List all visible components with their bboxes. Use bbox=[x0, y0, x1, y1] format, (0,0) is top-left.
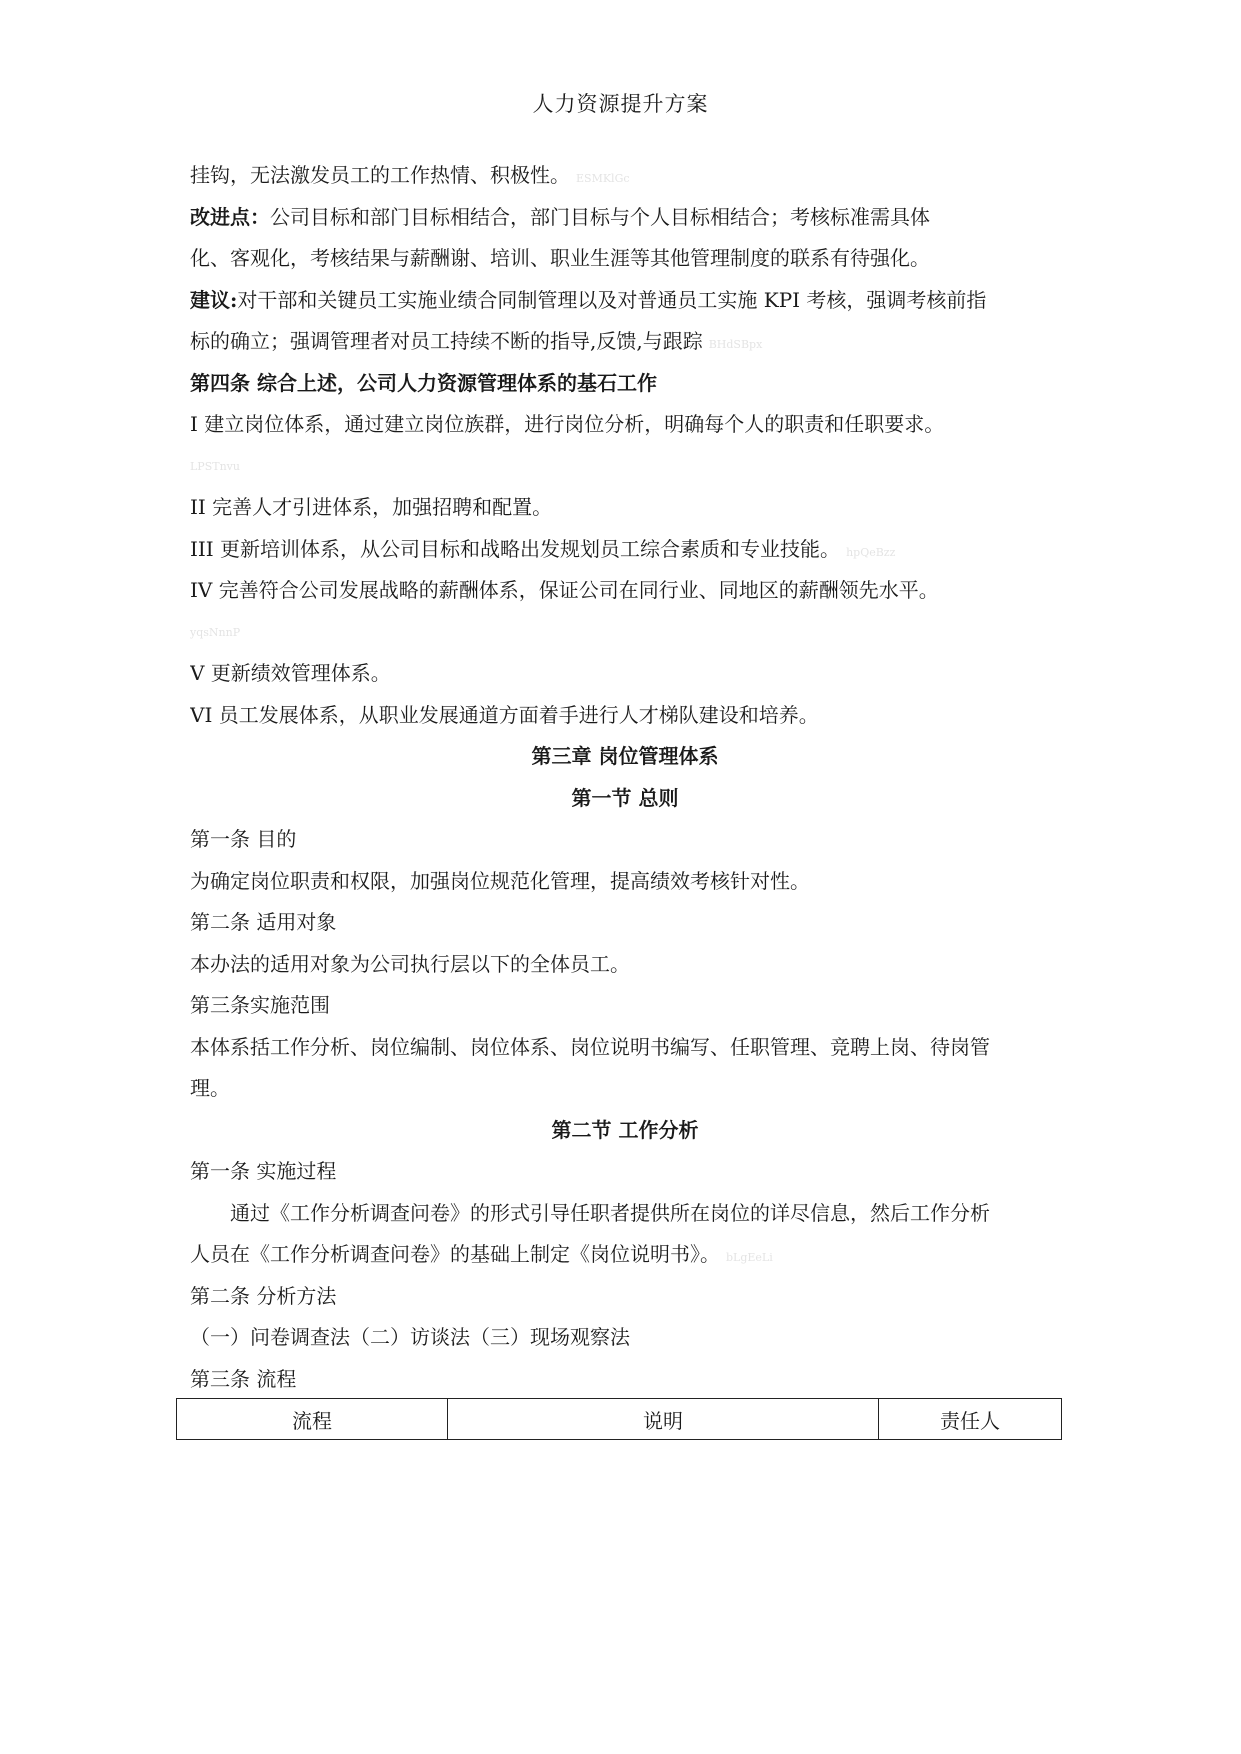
watermark-code: LPSTnvu bbox=[190, 459, 240, 473]
paragraph-line bbox=[190, 197, 1060, 239]
paragraph-line: 为确定岗位职责和权限，加强岗位规范化管理，提高绩效考核针对性。 bbox=[190, 868, 810, 893]
article-title: 第三条 流程 bbox=[190, 1366, 297, 1391]
page-header-title: 人力资源提升方案 bbox=[532, 92, 709, 116]
paragraph-line: 本体系括工作分析、岗位编制、岗位体系、岗位说明书编写、任职管理、竞聘上岗、待岗管 bbox=[190, 1034, 990, 1059]
text: 公司目标和部门目标相结合，部门目标与个人目标相结合；考核标准需具体 bbox=[270, 204, 930, 229]
text: 人员在《工作分析调查问卷》的基础上制定《岗位说明书》。 bbox=[190, 1242, 720, 1266]
table-header-row bbox=[177, 1399, 1062, 1440]
article-title: 第一条 实施过程 bbox=[190, 1159, 337, 1183]
text: 对干部和关键员工实施业绩合同制管理以及对普通员工实施 KPI 考核，强调考核前指 bbox=[237, 287, 987, 312]
article-title: 第二条 适用对象 bbox=[190, 910, 337, 934]
list-item: I 建立岗位体系，通过建立岗位族群，进行岗位分析，明确每个人的职责和任职要求。 bbox=[190, 412, 945, 436]
list-item bbox=[190, 529, 1060, 571]
watermark-code: hpQeBzz bbox=[846, 545, 896, 559]
text: 挂钩，无法激发员工的工作热情、积极性。 bbox=[190, 163, 570, 187]
text: 标的确立；强调管理者对员工持续不断的指导,反馈,与跟踪 bbox=[190, 329, 703, 353]
table-header-cell: 流程 bbox=[177, 1399, 448, 1440]
list-item: VI 员工发展体系，从职业发展通道方面着手进行人才梯队建设和培养。 bbox=[190, 702, 819, 727]
table-header-cell: 责任人 bbox=[879, 1399, 1062, 1440]
paragraph-line bbox=[190, 1234, 1060, 1276]
paragraph-line bbox=[190, 321, 1060, 363]
process-table bbox=[176, 1398, 1062, 1440]
label-suggestion: 建议: bbox=[190, 287, 238, 312]
article-title: 第三条实施范围 bbox=[190, 993, 330, 1017]
section-heading: 第二节 工作分析 bbox=[551, 1117, 699, 1142]
paragraph-line: 化、客观化，考核结果与薪酬谢、培训、职业生涯等其他管理制度的联系有待强化。 bbox=[190, 246, 930, 270]
list-item: II 完善人才引进体系，加强招聘和配置。 bbox=[190, 495, 553, 519]
list-item: V 更新绩效管理体系。 bbox=[190, 661, 391, 685]
paragraph-line: 通过《工作分析调查问卷》的形式引导任职者提供所在岗位的详尽信息，然后工作分析 bbox=[230, 1200, 990, 1225]
paragraph-line: 理。 bbox=[190, 1076, 230, 1100]
chapter-heading: 第三章 岗位管理体系 bbox=[531, 744, 719, 768]
process-table-grid bbox=[176, 1398, 1062, 1440]
document-body bbox=[190, 155, 1060, 1400]
list-item: IV 完善符合公司发展战略的薪酬体系，保证公司在同行业、同地区的薪酬领先水平。 bbox=[190, 578, 939, 602]
label-improvement: 改进点： bbox=[190, 204, 270, 229]
article-title: 第一条 目的 bbox=[190, 827, 297, 851]
text: III 更新培训体系，从公司目标和战略出发规划员工综合素质和专业技能。 bbox=[190, 536, 841, 561]
section-heading: 第一节 总则 bbox=[571, 785, 679, 810]
paragraph-line: 本办法的适用对象为公司执行层以下的全体员工。 bbox=[190, 951, 630, 976]
paragraph-line: （一）问卷调查法（二）访谈法（三）现场观察法 bbox=[190, 1325, 630, 1349]
table-header-cell: 说明 bbox=[448, 1399, 879, 1440]
paragraph-line bbox=[190, 155, 1060, 197]
watermark-code: BHdSBpx bbox=[708, 338, 763, 351]
watermark-code: bLgEeLi bbox=[726, 1251, 773, 1264]
article-title: 第二条 分析方法 bbox=[190, 1283, 337, 1308]
watermark-code: yqsNnnP bbox=[190, 625, 241, 639]
article-heading: 第四条 综合上述，公司人力资源管理体系的基石工作 bbox=[190, 370, 657, 395]
paragraph-line bbox=[190, 280, 1060, 322]
watermark-code: ESMKlGc bbox=[576, 172, 630, 185]
